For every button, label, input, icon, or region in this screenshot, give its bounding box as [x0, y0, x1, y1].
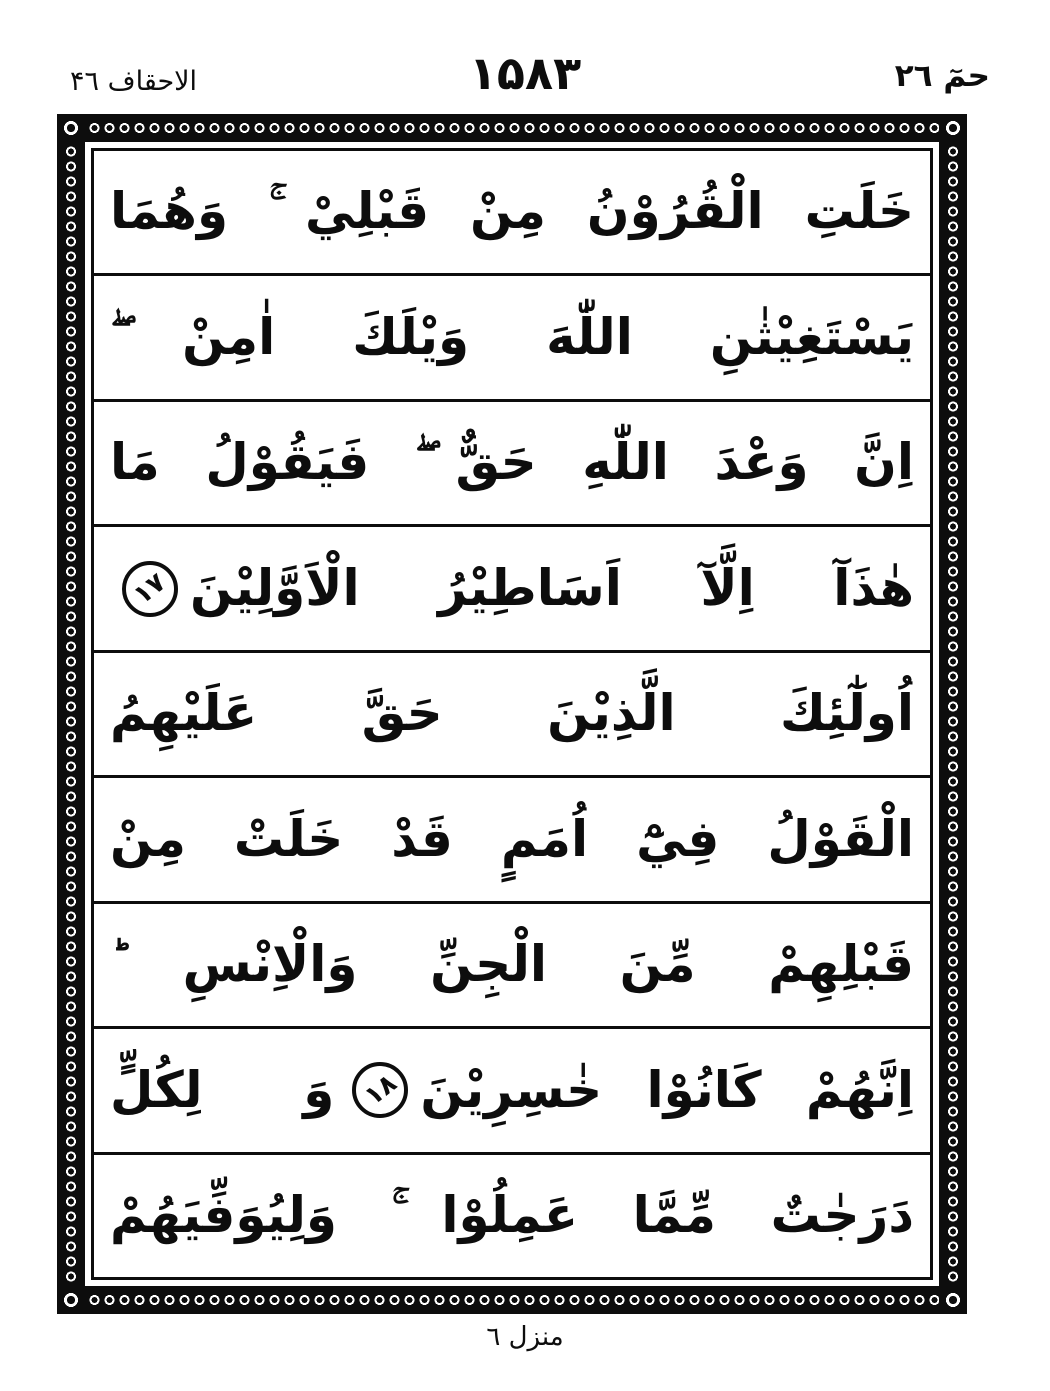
quran-line-continuation: وَ لِكُلٍّ — [110, 1060, 335, 1119]
quran-line: دَرَجٰتٌ مِّمَّا عَمِلُوْا ۚ وَلِيُوَفِّيَهُمْ — [110, 1185, 914, 1244]
header-juz-label: حمٓ ٢٦ — [894, 58, 990, 94]
quran-line: خَلَتِ الْقُرُوْنُ مِنْ قَبْلِيْ ۚ وَهُمَا — [110, 182, 914, 241]
frame-corner-ornament — [57, 114, 85, 142]
footer-manzil-label: منزل ٦ — [486, 1322, 564, 1352]
text-row — [94, 778, 930, 903]
ayah-marker-18 — [352, 1062, 408, 1118]
frame-corner-ornament — [57, 1286, 85, 1314]
quran-line: اِنَّهُمْ كَانُوْا خٰسِرِيْنَ — [420, 1060, 914, 1119]
frame-corner-ornament — [939, 1286, 967, 1314]
text-row — [94, 653, 930, 778]
text-row — [94, 276, 930, 401]
text-row — [94, 1029, 930, 1154]
text-row — [94, 527, 930, 652]
quran-line: هٰذَآ اِلَّآ اَسَاطِيْرُ الْاَوَّلِيْنَ — [190, 558, 914, 617]
header-page-number: ۱۵۸۳ — [468, 46, 582, 100]
ayah-marker-17 — [122, 561, 178, 617]
text-row — [94, 1155, 930, 1277]
frame-border-right — [939, 114, 967, 1314]
quran-text-block — [91, 148, 933, 1280]
text-row — [94, 402, 930, 527]
text-row — [94, 904, 930, 1029]
quran-line: يَسْتَغِيْثٰنِ اللّٰهَ وَيْلَكَ اٰمِنْ ۖ — [110, 307, 914, 366]
frame-border-bottom — [57, 1286, 967, 1314]
ayah-number: ١٧ — [128, 566, 172, 611]
quran-line: قَبْلِهِمْ مِّنَ الْجِنِّ وَالْاِنْسِ ؕ — [110, 935, 914, 994]
frame-border-top — [57, 114, 967, 142]
quran-page-frame — [57, 114, 967, 1314]
ayah-number: ١٨ — [358, 1068, 403, 1112]
header-surah-label: الاحقاف ۴٦ — [70, 66, 198, 97]
quran-line: الْقَوْلُ فِيْٓ اُمَمٍ قَدْ خَلَتْ مِنْ — [110, 809, 914, 868]
frame-border-left — [57, 114, 85, 1314]
frame-corner-ornament — [939, 114, 967, 142]
quran-line: اُولٰٓئِكَ الَّذِيْنَ حَقَّ عَلَيْهِمُ — [110, 684, 914, 743]
quran-line: اِنَّ وَعْدَ اللّٰهِ حَقٌّ ۖ فَيَقُوْلُ مَا — [110, 433, 914, 492]
text-row — [94, 151, 930, 276]
